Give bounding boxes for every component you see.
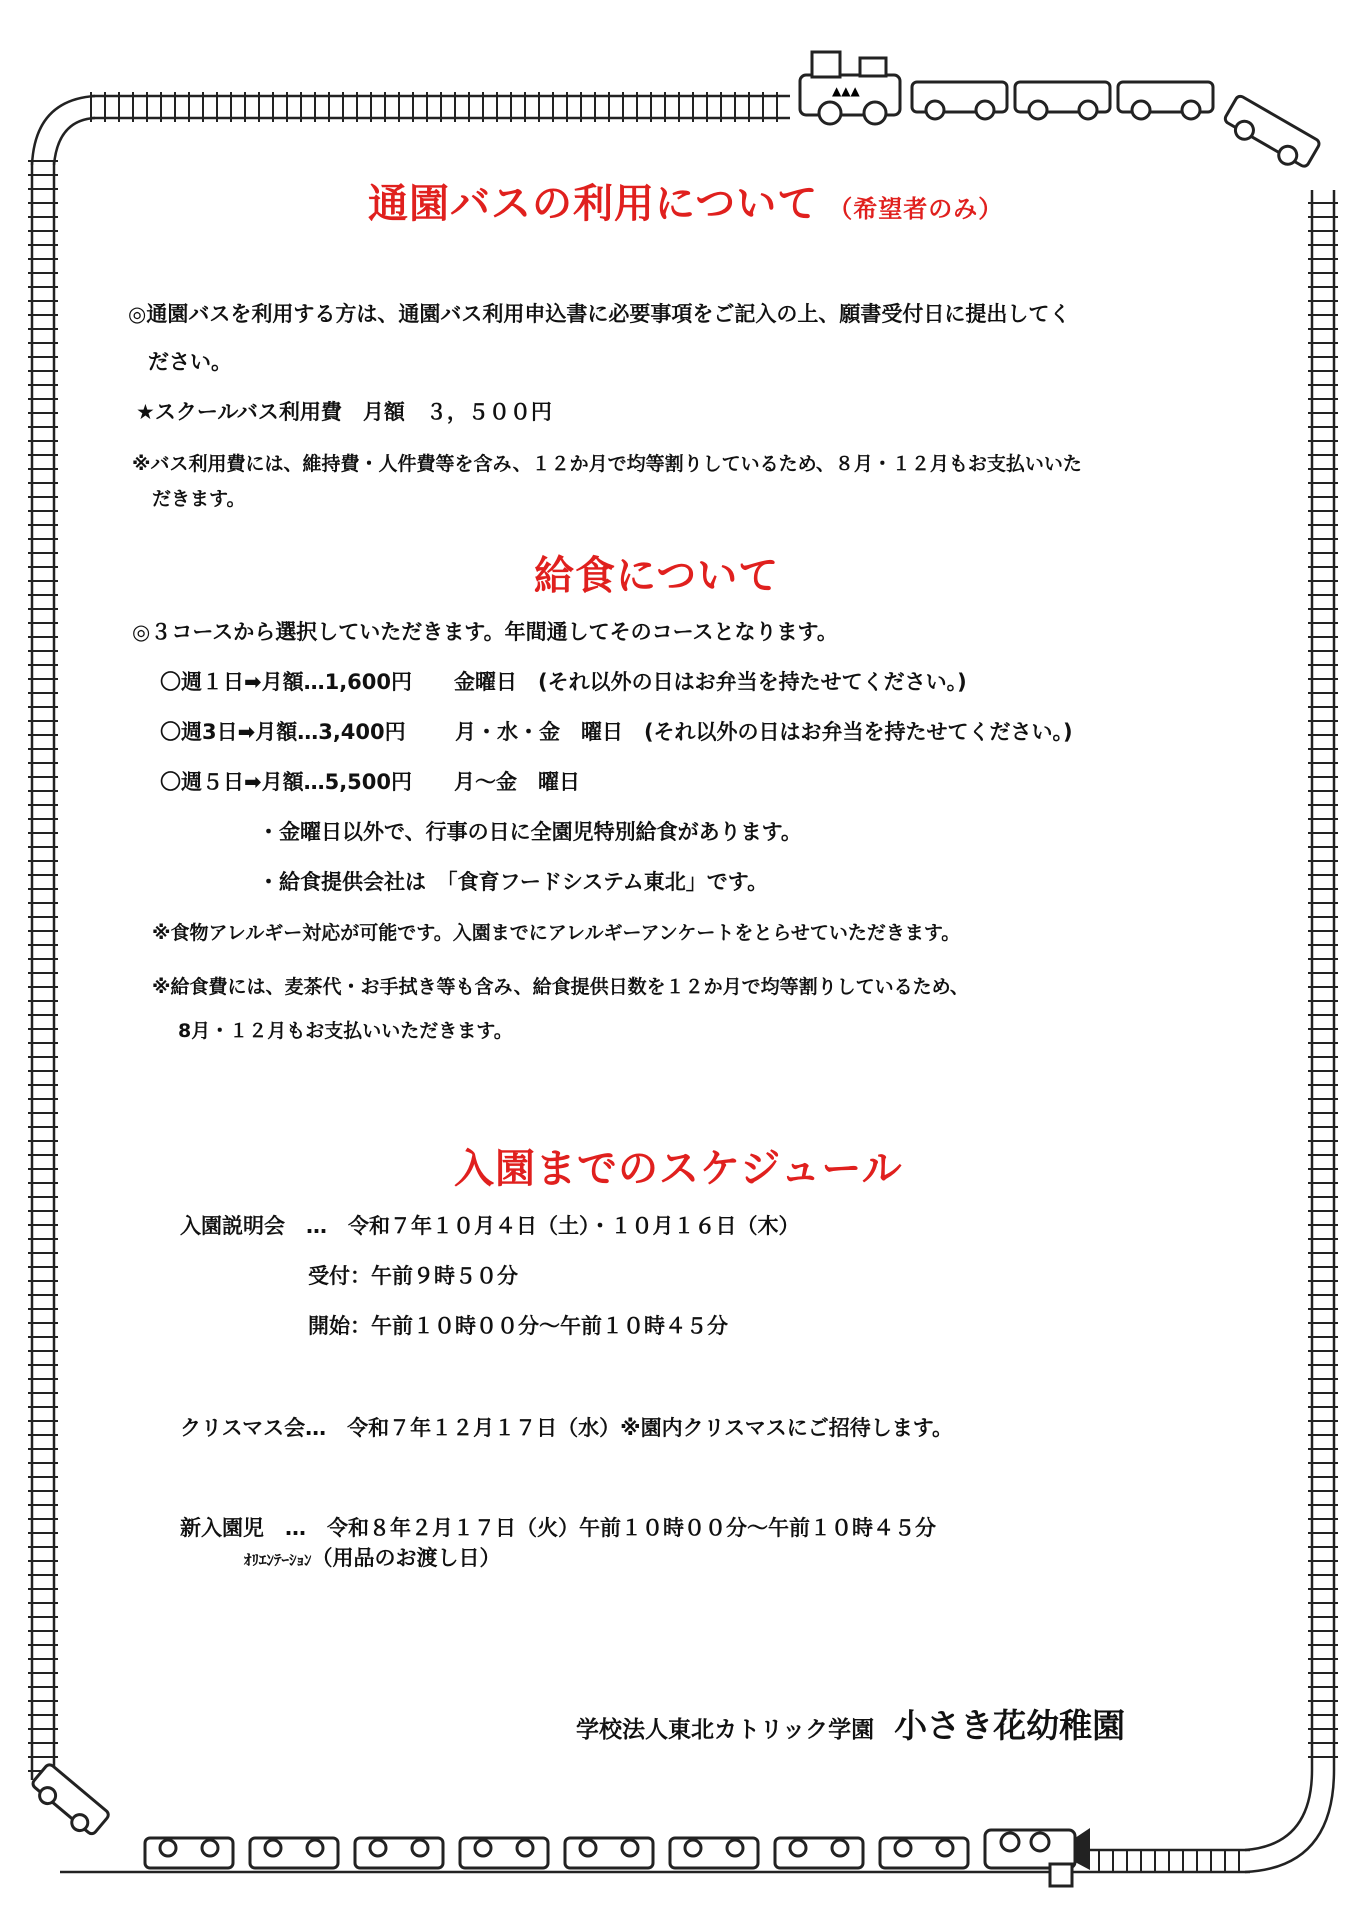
locomotive-icon <box>985 1828 1090 1886</box>
lunch-course: 〇週１日➡月額…1,600円 金曜日 (それ以外の日はお弁当を持たせてください。) <box>160 670 967 694</box>
bus-note-line2: だきます。 <box>152 488 246 510</box>
lunch-bullet: ・給食提供会社は 「食育フードシステム東北」です。 <box>258 870 769 894</box>
orientation-label: ｵﾘｴﾝﾃｰｼｮﾝ <box>244 1551 312 1569</box>
kindergarten-name: 小さき花幼稚園 <box>894 1706 1126 1745</box>
orientation-detail: （用品のお渡し日） <box>311 1546 501 1570</box>
bus-note-line1: ※バス利用費には、維持費・人件費等を含み、１２か月で均等割りしているため、８月・１２月もお支払いいた <box>132 453 1082 475</box>
locomotive-icon <box>800 52 900 124</box>
schedule-section-title: 入園までのスケジュール <box>454 1146 903 1192</box>
lunch-section-title: 給食について <box>534 553 780 599</box>
schedule-start: 開始：午前１０時００分〜午前１０時４５分 <box>308 1314 728 1338</box>
schedule-orientation-line1: 新入園児 … 令和８年２月１７日（火）午前１０時００分〜午前１０時４５分 <box>180 1516 936 1540</box>
schedule-orientation-line2 <box>244 1542 501 1572</box>
lunch-bullet: ・金曜日以外で、行事の日に全園児特別給食があります。 <box>258 820 802 844</box>
bus-para1-line2: ださい。 <box>148 350 232 374</box>
organization-name: 学校法人東北カトリック学園 <box>576 1717 875 1743</box>
bus-title-note: （希望者のみ） <box>828 195 1004 223</box>
schedule-christmas: クリスマス会… 令和７年１２月１７日（水）※園内クリスマスにご招待します。 <box>180 1416 954 1440</box>
train-car-icon <box>27 1763 968 1868</box>
schedule-briefing: 入園説明会 … 令和７年１０月４日（土）・１０月１６日（木） <box>180 1214 800 1238</box>
bus-section-title <box>368 172 1003 229</box>
lunch-fee-note-line2: 8月・１２月もお支払いいただきます。 <box>178 1020 513 1042</box>
allergy-note: ※食物アレルギー対応が可能です。入園までにアレルギーアンケートをとらせていただきます。 <box>152 922 961 944</box>
bus-title-text: 通園バスの利用について <box>368 181 819 227</box>
lunch-course: 〇週3日➡月額…3,400円 月・水・金 曜日 (それ以外の日はお弁当を持たせてください。) <box>160 720 1073 744</box>
train-car-icon <box>912 82 1321 174</box>
bus-para1-line1: ◎通園バスを利用する方は、通園バス利用申込書に必要事項をご記入の上、願書受付日に提出してく <box>128 302 1071 326</box>
lunch-intro: ◎３コースから選択していただきます。年間通してそのコースとなります。 <box>132 620 838 644</box>
bus-fee: ★スクールバス利用費 月額 ３，５００円 <box>136 400 552 424</box>
lunch-fee-note-line1: ※給食費には、麦茶代・お手拭き等も含み、給食提供日数を１２か月で均等割りしているため、 <box>152 976 969 998</box>
lunch-course: 〇週５日➡月額…5,500円 月〜金 曜日 <box>160 770 581 794</box>
schedule-reception: 受付：午前９時５０分 <box>308 1264 518 1288</box>
footer-signature <box>576 1700 1125 1747</box>
svg-text:▲▲▲: ▲▲▲ <box>832 84 860 98</box>
